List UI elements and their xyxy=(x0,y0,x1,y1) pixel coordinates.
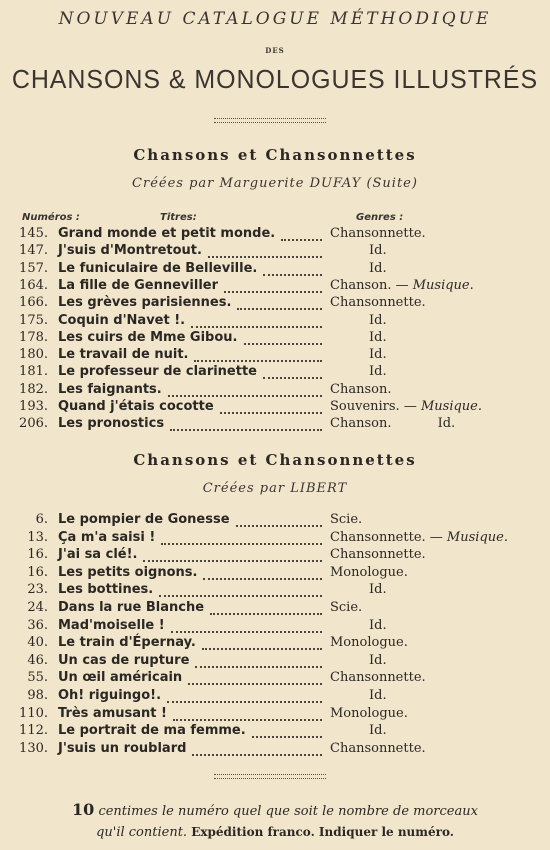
row-genre-label: Monologue. xyxy=(330,705,408,721)
leader-dots xyxy=(208,256,322,258)
row-genre-label: Chansonnette. xyxy=(330,670,426,686)
row-genre xyxy=(369,243,387,258)
catalogue-row xyxy=(0,723,550,741)
row-number: 166. xyxy=(19,295,48,311)
row-genre xyxy=(369,330,387,345)
ornament-divider-top xyxy=(214,118,326,123)
row-title: Le pompier de Gonesse xyxy=(58,512,230,527)
row-genre-label: Id. xyxy=(369,347,387,363)
row-number: 181. xyxy=(19,364,48,380)
row-music-note: Musique. xyxy=(408,277,474,293)
catalogue-row xyxy=(0,330,550,348)
row-number: 6. xyxy=(35,512,48,527)
row-title: Oh! riguingo!. xyxy=(58,688,162,703)
row-genre-label: Id. xyxy=(369,364,387,380)
catalogue-row xyxy=(0,582,550,600)
row-title: Un cas de rupture xyxy=(58,652,190,668)
catalogue-row xyxy=(0,295,550,313)
row-genre-label: Chansonnette. xyxy=(330,740,426,756)
catalogue-row xyxy=(0,706,550,724)
catalogue-row xyxy=(0,653,550,671)
leader-dots xyxy=(252,736,322,738)
leader-dots xyxy=(263,274,322,276)
row-music-note: Musique. xyxy=(442,529,508,545)
row-genre-label: Chansonnette. xyxy=(330,226,426,241)
row-title: Coquin d'Navet !. xyxy=(58,312,186,328)
catalogue-row xyxy=(0,364,550,382)
row-genre xyxy=(369,723,387,738)
row-number: 206. xyxy=(19,416,48,432)
catalogue-row xyxy=(0,670,550,688)
row-genre xyxy=(330,399,482,414)
column-header-numeros: Numéros : xyxy=(22,212,80,223)
leader-dots xyxy=(224,291,322,293)
row-genre-label: Scie. xyxy=(330,512,363,527)
row-genre-label: Id. xyxy=(369,260,387,276)
ornament-divider-bottom xyxy=(214,774,326,779)
catalogue-row xyxy=(0,618,550,636)
row-title: Grand monde et petit monde. xyxy=(58,226,276,241)
row-genre-label: Monologue. xyxy=(330,564,408,580)
leader-dots xyxy=(237,308,322,310)
row-genre xyxy=(369,261,387,276)
row-title: Le portrait de ma femme. xyxy=(58,723,246,739)
row-genre xyxy=(330,416,455,431)
leader-dots xyxy=(143,560,322,562)
leader-dots xyxy=(168,395,322,397)
catalogue-row xyxy=(0,635,550,653)
row-title: Les petits oignons. xyxy=(58,564,198,580)
row-genre-label: Souvenirs. — xyxy=(330,399,417,414)
row-genre-label: Id. xyxy=(369,617,387,633)
row-title: Le train d'Épernay. xyxy=(58,635,196,651)
row-number: 24. xyxy=(27,600,48,615)
row-genre xyxy=(369,618,387,633)
row-number: 180. xyxy=(19,347,48,363)
row-genre-label: Chanson. xyxy=(330,381,392,397)
row-genre xyxy=(330,706,408,721)
footer-line-1-text: centimes le numéro quel que soit le nombre de morceaux xyxy=(98,804,478,819)
row-genre xyxy=(330,670,426,685)
leader-dots xyxy=(170,429,322,431)
row-number: 98. xyxy=(27,688,48,703)
leader-dots xyxy=(161,543,322,545)
des-label: DES xyxy=(265,46,285,55)
row-title: Un œil américain xyxy=(58,670,183,686)
catalogue-row xyxy=(0,530,550,548)
row-music-note: Id. xyxy=(433,416,456,432)
row-title: Les bottines. xyxy=(58,582,154,598)
row-title: J'ai sa clé!. xyxy=(58,547,138,563)
row-number: 16. xyxy=(27,564,48,580)
row-number: 55. xyxy=(27,670,48,686)
row-number: 178. xyxy=(19,329,48,345)
row-genre-label: Chanson. xyxy=(330,416,392,432)
row-genre xyxy=(330,635,408,650)
row-title: Le funiculaire de Belleville. xyxy=(58,260,258,276)
leader-dots xyxy=(171,631,322,633)
leader-dots xyxy=(192,754,322,756)
footer-notice xyxy=(0,800,550,843)
row-genre xyxy=(330,278,474,293)
footer-line-1 xyxy=(0,800,550,822)
row-genre xyxy=(330,565,408,580)
leader-dots xyxy=(188,683,322,685)
row-number: 145. xyxy=(19,226,48,241)
footer-line-2a: qu'il contient. xyxy=(96,825,188,840)
row-genre xyxy=(369,653,387,668)
section2-title: Chansons et Chansonnettes xyxy=(133,451,417,469)
row-genre-label: Scie. xyxy=(330,600,363,615)
row-number: 40. xyxy=(27,635,48,651)
row-genre xyxy=(330,295,426,310)
row-genre-label: Chansonnette. xyxy=(330,295,426,311)
catalogue-row xyxy=(0,741,550,759)
row-genre-label: Id. xyxy=(369,688,387,703)
leader-dots xyxy=(202,648,322,650)
row-number: 112. xyxy=(19,723,48,739)
row-title: Très amusant ! xyxy=(58,705,167,721)
leader-dots xyxy=(167,701,322,703)
row-title: Les faignants. xyxy=(58,381,162,397)
catalogue-supertitle: NOUVEAU CATALOGUE MÉTHODIQUE xyxy=(58,9,492,29)
row-number: 110. xyxy=(19,705,48,721)
footer-line-2 xyxy=(0,822,550,843)
row-genre xyxy=(369,313,387,328)
row-genre-label: Id. xyxy=(369,723,387,739)
row-genre xyxy=(369,688,387,703)
row-genre-label: Id. xyxy=(369,312,387,328)
row-number: 147. xyxy=(19,243,48,259)
footer-price: 10 xyxy=(72,800,95,819)
row-title: Mad'moiselle ! xyxy=(58,617,165,633)
catalogue-row xyxy=(0,512,550,530)
row-title: Dans la rue Blanche xyxy=(58,600,205,615)
row-genre xyxy=(330,530,508,545)
leader-dots xyxy=(210,613,322,615)
row-music-note: Musique. xyxy=(416,399,482,414)
leader-dots xyxy=(236,525,322,527)
section1-title: Chansons et Chansonnettes xyxy=(133,146,417,164)
row-genre-label: Id. xyxy=(369,582,387,598)
leader-dots xyxy=(194,360,322,362)
row-genre xyxy=(369,582,387,597)
row-number: 164. xyxy=(19,277,48,293)
row-number: 157. xyxy=(19,260,48,276)
row-title: Les pronostics xyxy=(58,416,165,432)
row-title: Les grèves parisiennes. xyxy=(58,295,232,311)
catalogue-row xyxy=(0,416,550,434)
section1-subtitle: Créées par Marguerite DUFAY (Suite) xyxy=(132,176,418,191)
row-number: 193. xyxy=(19,399,48,414)
row-title: Ça m'a saisi ! xyxy=(58,529,156,545)
row-genre-label: Chanson. — xyxy=(330,277,409,293)
catalogue-row xyxy=(0,313,550,331)
row-number: 130. xyxy=(19,740,48,756)
row-title: Le professeur de clarinette xyxy=(58,364,257,380)
footer-line-2b: Expédition franco. Indiquer le numéro. xyxy=(191,825,454,839)
catalogue-row xyxy=(0,347,550,365)
catalogue-row xyxy=(0,688,550,706)
row-title: Les cuirs de Mme Gibou. xyxy=(58,329,238,345)
leader-dots xyxy=(195,666,322,668)
leader-dots xyxy=(263,377,322,379)
row-number: 36. xyxy=(27,617,48,633)
row-number: 16. xyxy=(27,547,48,563)
row-number: 23. xyxy=(27,582,48,598)
row-genre xyxy=(369,364,387,379)
row-title: J'suis un roublard xyxy=(58,740,187,756)
row-title: La fille de Genneviller xyxy=(58,277,219,293)
catalogue-row xyxy=(0,278,550,296)
leader-dots xyxy=(191,326,322,328)
catalogue-row xyxy=(0,226,550,244)
catalogue-row xyxy=(0,261,550,279)
row-title: J'suis d'Montretout. xyxy=(58,243,202,259)
row-genre xyxy=(369,347,387,362)
row-genre xyxy=(330,382,391,397)
leader-dots xyxy=(203,578,322,580)
row-genre-label: Id. xyxy=(369,652,387,668)
leader-dots xyxy=(173,719,322,721)
catalogue-row xyxy=(0,547,550,565)
catalogue-row xyxy=(0,382,550,400)
row-number: 175. xyxy=(19,312,48,328)
catalogue-title: CHANSONS & MONOLOGUES ILLUSTRÉS xyxy=(11,64,539,94)
row-number: 182. xyxy=(19,381,48,397)
row-genre xyxy=(330,512,362,527)
row-genre-label: Chansonnette. — xyxy=(330,529,443,545)
row-title: Le travail de nuit. xyxy=(58,347,189,363)
section2-subtitle: Créées par LIBERT xyxy=(202,481,348,496)
row-genre xyxy=(330,547,426,562)
leader-dots xyxy=(244,343,323,345)
row-genre-label: Monologue. xyxy=(330,635,408,651)
leader-dots xyxy=(220,412,322,414)
row-genre-label: Id. xyxy=(369,243,387,259)
leader-dots xyxy=(159,595,322,597)
catalogue-row xyxy=(0,565,550,583)
row-number: 13. xyxy=(27,529,48,545)
catalogue-row xyxy=(0,243,550,261)
leader-dots xyxy=(281,239,322,241)
column-header-titres: Titres: xyxy=(160,212,197,223)
catalogue-row xyxy=(0,399,550,417)
row-genre xyxy=(330,741,426,756)
row-genre-label: Chansonnette. xyxy=(330,547,426,563)
row-genre-label: Id. xyxy=(369,329,387,345)
row-number: 46. xyxy=(27,652,48,668)
row-genre xyxy=(330,600,362,615)
catalogue-row xyxy=(0,600,550,618)
column-header-genres: Genres : xyxy=(356,212,404,223)
row-genre xyxy=(330,226,426,241)
row-title: Quand j'étais cocotte xyxy=(58,399,214,414)
